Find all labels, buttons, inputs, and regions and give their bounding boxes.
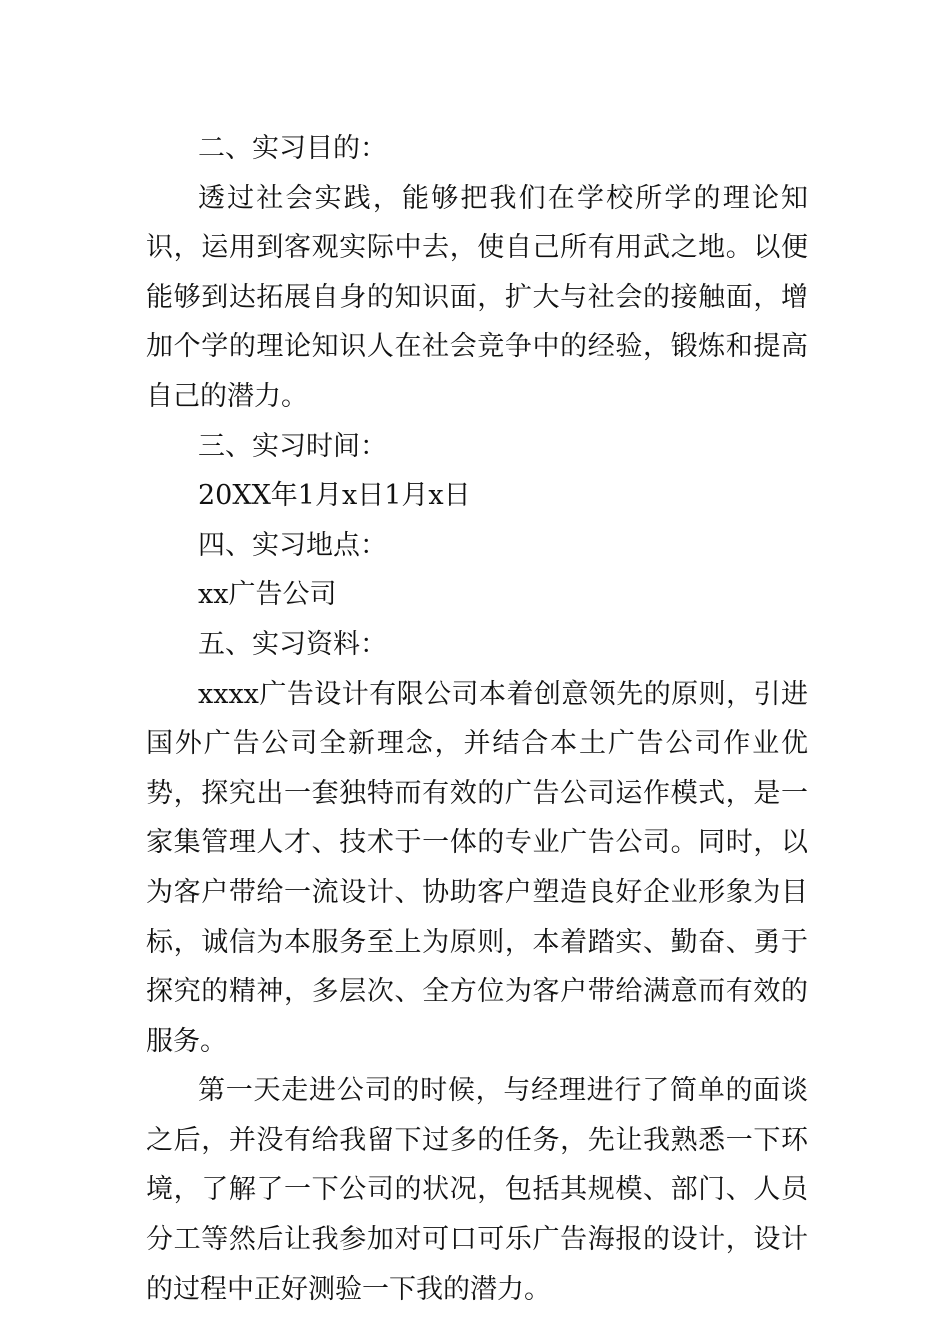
paragraph-time: 20XX年1月x日1月x日 [198,480,471,512]
section-heading-time: 三、实习时间： [198,430,387,462]
document-body [146,124,808,1314]
section-heading-purpose: 二、实习目的： [198,133,387,164]
section-heading-location: 四、实习地点： [198,529,387,561]
paragraph-purpose: 透过社会实践，能够把我们在学校所学的理论知识，运用到客观实际中去，使自己所有用武之地。以便能够到达拓展自身的知识面，扩大与社会的接触面，增加个学的理论知识人在社会竞争中的经验，锻炼和提高自己的潜力。 [146,182,808,412]
paragraph-location: xx广告公司 [198,579,337,611]
section-heading-materials: 五、实习资料： [198,628,387,660]
paragraph-first-day: 第一天走进公司的时候，与经理进行了简单的面谈之后，并没有给我留下过多的任务，先让我熟悉一下环境，了解了一下公司的状况，包括其规模、部门、人员分工等然后让我参加对可口可乐广告海报的设计，设计的过程中正好测验一下我的潜力。 [146,1075,808,1305]
paragraph-company-intro: xxxx广告设计有限公司本着创意领先的原则，引进国外广告公司全新理念，并结合本土广告公司作业优势，探究出一套独特而有效的广告公司运作模式，是一家集管理人才、技术于一体的专业广告公司。同时，以为客户带给一流设计、协助客户塑造良好企业形象为目标，诚信为本服务至上为原则，本着踏实、勤奋、勇于探究的精神，多层次、全方位为客户带给满意而有效的服务。 [146,678,808,1057]
